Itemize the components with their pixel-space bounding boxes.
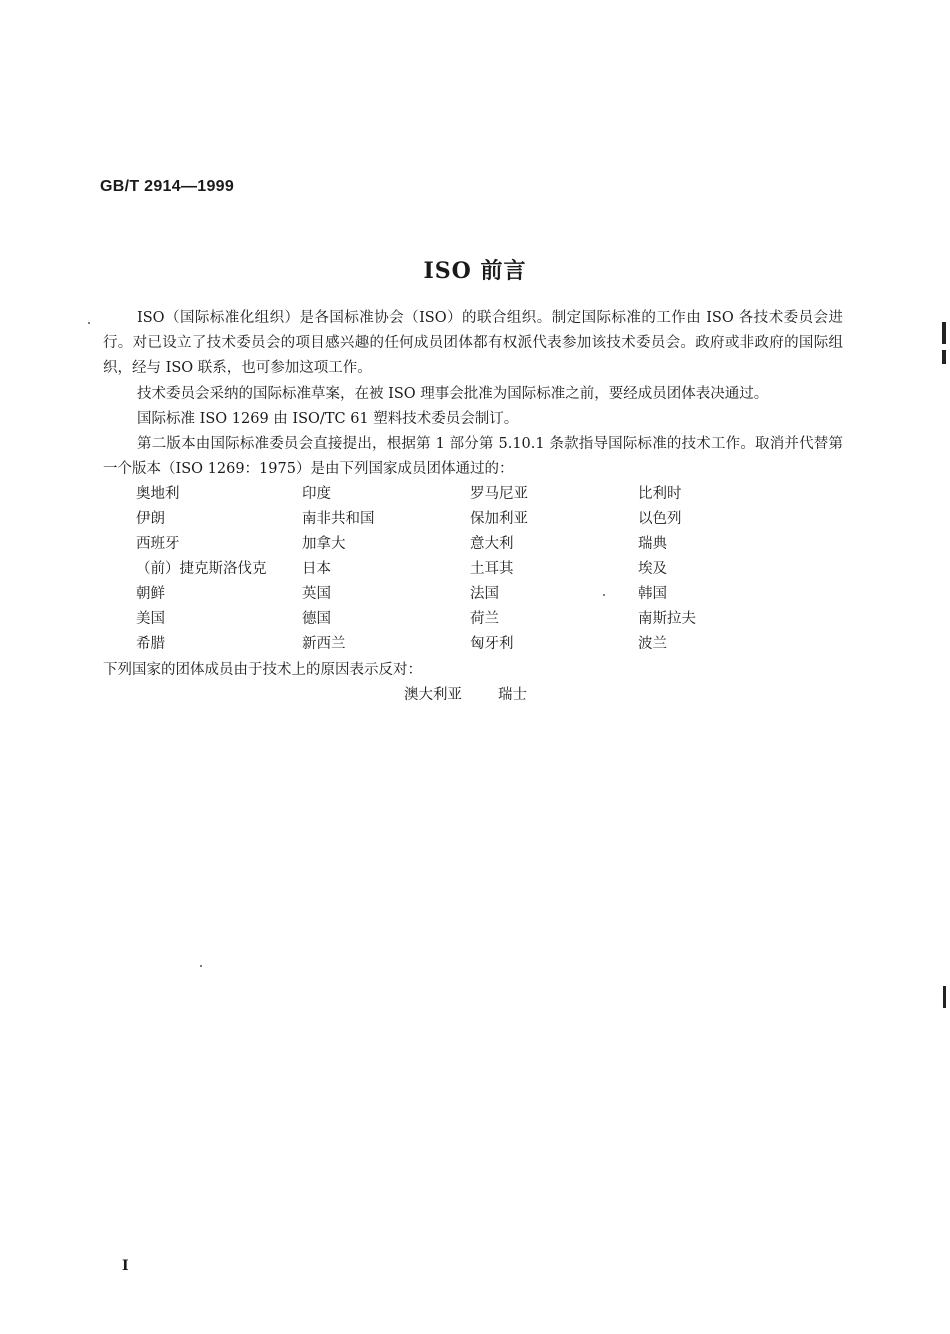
country-item: 波兰 bbox=[638, 636, 667, 652]
country-item: 希腊 bbox=[136, 636, 165, 652]
country-item: 罗马尼亚 bbox=[470, 486, 528, 502]
scan-artifact-dot bbox=[200, 965, 202, 967]
scan-artifact-mark bbox=[942, 350, 946, 364]
opposition-intro: 下列国家的团体成员由于技术上的原因表示反对： bbox=[103, 662, 422, 678]
country-item: 荷兰 bbox=[470, 611, 499, 627]
country-item: 印度 bbox=[302, 486, 331, 502]
page-number: I bbox=[122, 1258, 129, 1274]
country-item: 英国 bbox=[302, 586, 331, 602]
country-item: 匈牙利 bbox=[470, 636, 514, 652]
country-item: 日本 bbox=[302, 561, 331, 577]
country-item: 土耳其 bbox=[470, 561, 514, 577]
opposing-country-item: 瑞士 bbox=[498, 687, 527, 703]
country-item: 韩国 bbox=[638, 586, 667, 602]
country-item: 朝鲜 bbox=[136, 586, 165, 602]
scan-artifact-mark bbox=[943, 986, 946, 1008]
paragraph-draft-approval: 技术委员会采纳的国际标准草案，在被 ISO 理事会批准为国际标准之前，要经成员团体表决通过。 bbox=[137, 386, 769, 402]
country-item: 比利时 bbox=[638, 486, 682, 502]
page-title: ISO 前言 bbox=[423, 258, 527, 284]
country-item: 美国 bbox=[136, 611, 165, 627]
opposing-countries-list bbox=[404, 683, 527, 708]
country-item: （前）捷克斯洛伐克 bbox=[136, 561, 267, 577]
scan-artifact-dot bbox=[603, 594, 605, 596]
country-item: 法国 bbox=[470, 586, 499, 602]
country-item: 意大利 bbox=[470, 536, 514, 552]
country-item: 瑞典 bbox=[638, 536, 667, 552]
country-item: 埃及 bbox=[638, 561, 667, 577]
country-item: 以色列 bbox=[638, 511, 682, 527]
country-item: 奥地利 bbox=[136, 486, 180, 502]
country-item: 新西兰 bbox=[302, 636, 346, 652]
standard-code: GB/T 2914—1999 bbox=[100, 178, 235, 195]
country-item: 加拿大 bbox=[302, 536, 346, 552]
scan-artifact-dot bbox=[88, 322, 90, 324]
country-item: 南斯拉夫 bbox=[638, 611, 696, 627]
paragraph-standard-origin: 国际标准 ISO 1269 由 ISO/TC 61 塑料技术委员会制订。 bbox=[137, 411, 519, 427]
country-item: 南非共和国 bbox=[302, 511, 375, 527]
opposing-country-item: 澳大利亚 bbox=[404, 687, 462, 703]
country-item: 德国 bbox=[302, 611, 331, 627]
country-item: 西班牙 bbox=[136, 536, 180, 552]
paragraph-second-edition: 第二版本由国际标准委员会直接提出，根据第 1 部分第 5.10.1 条款指导国际标准的技术工作。取消并代替第一个版本（ISO 1269：1975）是由下列国家成员团体通过的： bbox=[103, 436, 843, 477]
country-item: 保加利亚 bbox=[470, 511, 528, 527]
approving-countries-list bbox=[136, 482, 798, 657]
country-item: 伊朗 bbox=[136, 511, 165, 527]
paragraph-iso-intro: ISO（国际标准化组织）是各国标准协会（ISO）的联合组织。制定国际标准的工作由 ISO 各技术委员会进行。对已设立了技术委员会的项目感兴趣的任何成员团体都有权派代表参加该技术委员会。政府或非政府的国际组织，经与 ISO 联系，也可参加这项工作。 bbox=[103, 310, 843, 376]
scan-artifact-mark bbox=[942, 322, 946, 344]
